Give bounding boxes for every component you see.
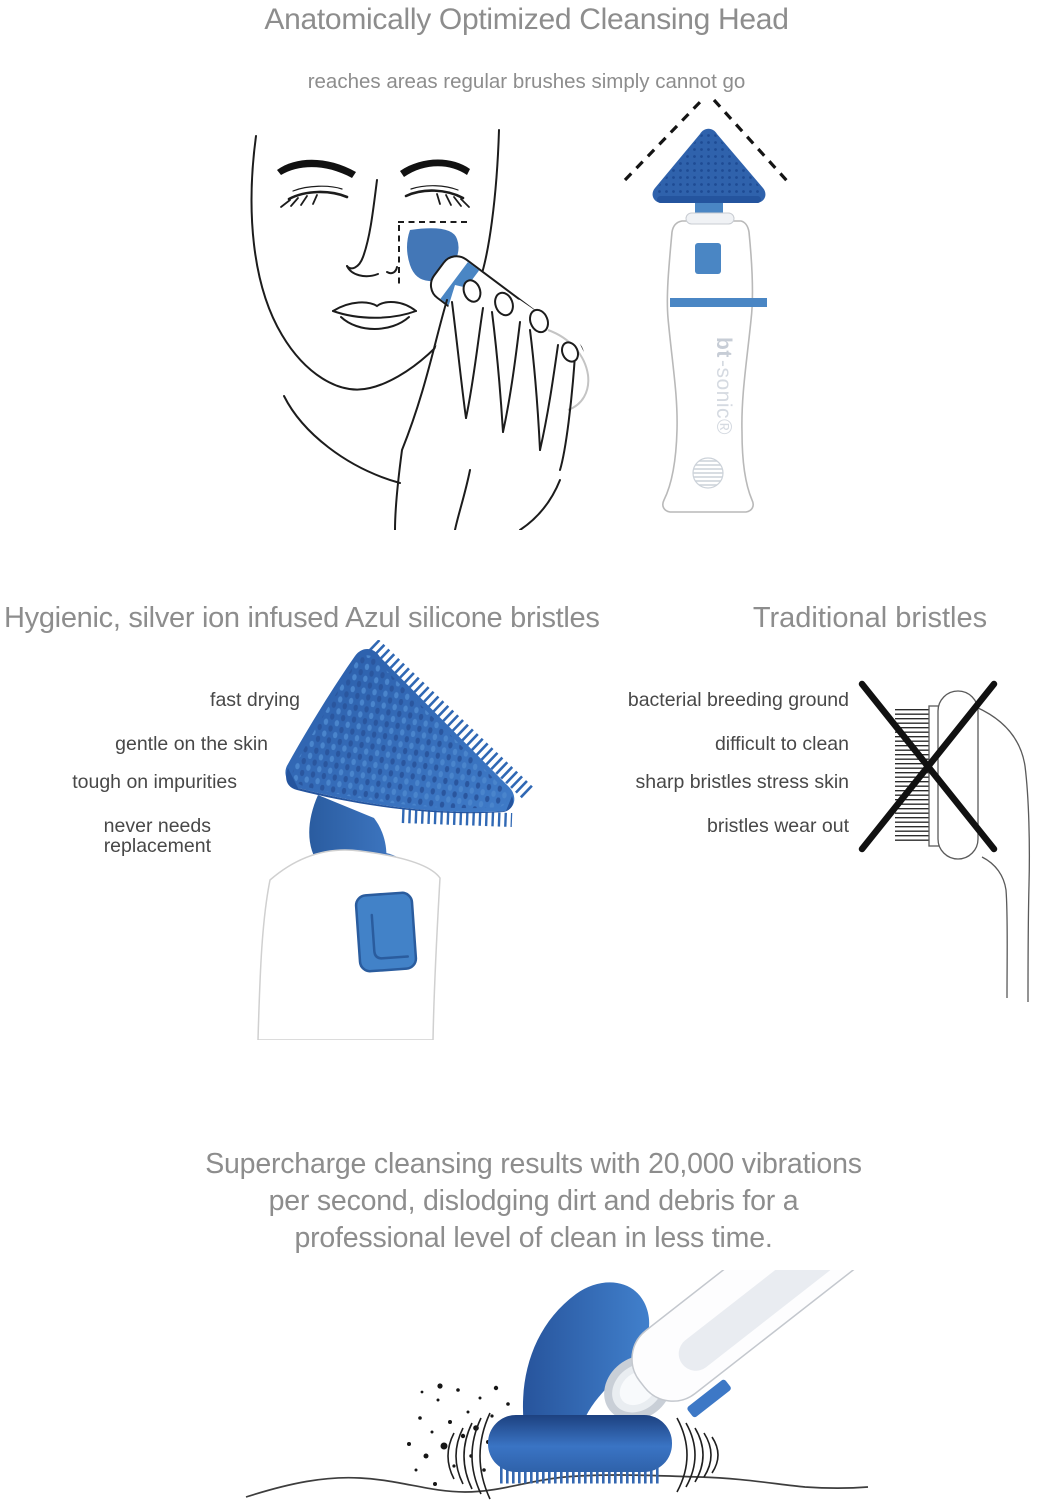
traditional-section-title: Traditional bristles [752,602,988,634]
traditional-brush-illustration [845,650,1039,1050]
lower-lip [341,317,409,329]
azul-benefit-item: gentle on the skin [115,733,268,755]
brush-power-button [355,892,416,972]
azul-section-title: Hygienic, silver ion infused Azul silicone bristles [4,602,600,634]
power-button [695,243,721,274]
neck-line [284,396,400,483]
face-illustration [230,100,630,530]
brand-text [712,337,735,435]
upper-lip [333,302,416,311]
traditional-drawback-item: sharp bristles stress skin [635,771,849,793]
azul-benefit-item: tough on impurities [72,771,237,793]
nose-line [347,180,377,268]
silicone-head [285,649,514,813]
azul-benefit-item: fast drying [210,689,300,711]
device-band [670,298,767,307]
brand-bold: bt [712,337,735,358]
hand-silhouette [430,285,600,500]
mouth-line [333,311,416,318]
brush-handle-lines [976,707,1029,1002]
vibration-cleansing-illustration [230,1270,1039,1500]
brand-rest: -sonic® [712,360,735,435]
left-eye-crease [293,186,342,191]
vibration-arcs-left [448,1413,490,1499]
bristle-fringe-bottom [402,816,512,820]
supercharge-text-line: per second, dislodging dirt and debris for a [268,1185,799,1217]
left-eyebrow [277,160,356,178]
right-eye-lashes [437,194,469,207]
nostril-right [387,267,397,273]
azul-benefit-item: never needs replacement [103,815,211,857]
vibration-arcs-right [677,1418,718,1492]
supercharge-text-line: Supercharge cleansing results with 20,000 vibrations [205,1148,862,1180]
traditional-drawback-item: bristles wear out [707,815,849,837]
page-title: Anatomically Optimized Cleansing Head [264,3,789,36]
supercharge-text-line: professional level of clean in less time. [294,1222,773,1254]
device-front-illustration [600,90,850,530]
right-eyebrow [400,159,470,177]
skin-surface-line [246,1475,868,1497]
device-collar [686,213,734,224]
brush-head-illustration [240,640,560,1040]
page-subtitle: reaches areas regular brushes simply cannot go [307,70,746,93]
traditional-drawback-item: difficult to clean [714,733,849,755]
brush-mound [488,1415,672,1472]
traditional-drawback-item: bacterial breeding ground [627,689,849,711]
left-eye-lashes [281,195,317,207]
